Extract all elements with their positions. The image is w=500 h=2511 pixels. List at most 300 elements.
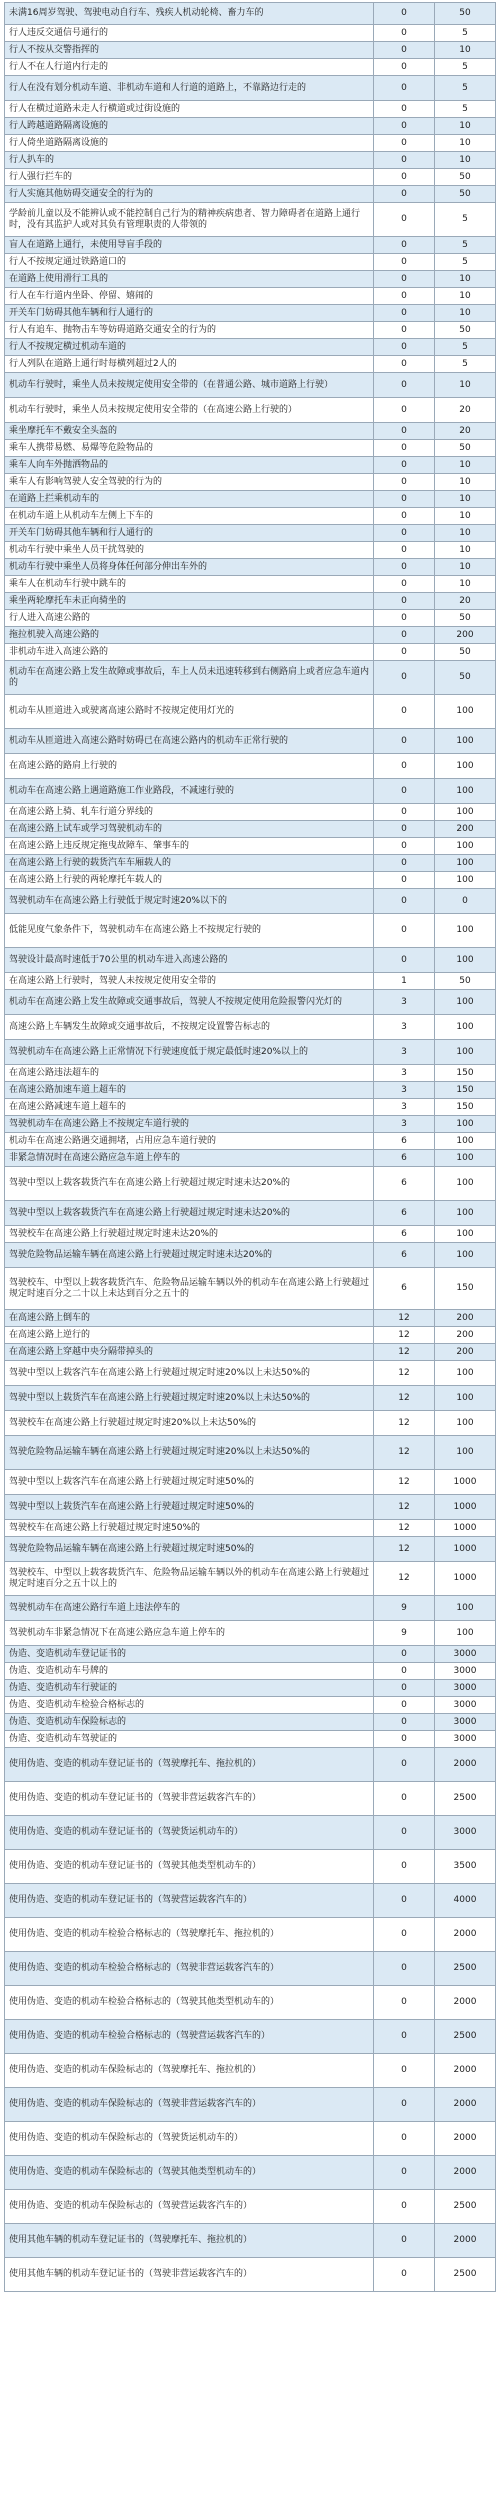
fine-amount: 100	[434, 1040, 495, 1065]
table-row	[5, 76, 496, 101]
fine-amount: 100	[434, 1596, 495, 1621]
penalty-table-body	[5, 3, 496, 2292]
table-row	[5, 25, 496, 42]
table-row	[5, 356, 496, 373]
violation-description: 拖拉机驶入高速公路的	[5, 627, 374, 644]
fine-amount: 3000	[434, 1816, 495, 1850]
violation-description: 行人不按从交警指挥的	[5, 42, 374, 59]
fine-amount: 20	[434, 398, 495, 423]
fine-amount: 2000	[434, 1986, 495, 2020]
penalty-points: 0	[374, 1697, 435, 1714]
table-row	[5, 990, 496, 1015]
table-row	[5, 1310, 496, 1327]
violation-description: 行人倚坐道路隔离设施的	[5, 135, 374, 152]
table-row	[5, 271, 496, 288]
fine-amount: 50	[434, 644, 495, 661]
penalty-points: 3	[374, 1116, 435, 1133]
violation-description: 在高速公路上违反规定拖曳故障车、肇事车的	[5, 838, 374, 855]
table-row	[5, 1436, 496, 1470]
fine-amount: 2000	[434, 2156, 495, 2190]
table-row	[5, 423, 496, 440]
fine-amount: 150	[434, 1099, 495, 1116]
fine-amount: 3000	[434, 1697, 495, 1714]
penalty-points: 0	[374, 135, 435, 152]
fine-amount: 150	[434, 1268, 495, 1310]
violation-description: 使用伪造、变造的机动车检验合格标志的（驾驶其他类型机动车的）	[5, 1986, 374, 2020]
fine-amount: 10	[434, 42, 495, 59]
violation-description: 驾驶机动车在高速公路上正常情况下行驶速度低于规定最低时速20%以上的	[5, 1040, 374, 1065]
table-row	[5, 948, 496, 973]
violation-description: 盲人在道路上通行，未使用导盲手段的	[5, 237, 374, 254]
fine-amount: 2000	[434, 1748, 495, 1782]
table-row	[5, 1327, 496, 1344]
table-row	[5, 1918, 496, 1952]
penalty-points: 0	[374, 948, 435, 973]
fine-amount: 3000	[434, 1646, 495, 1663]
violation-description: 乘坐两轮摩托车未正向骑坐的	[5, 593, 374, 610]
fine-amount: 100	[434, 1411, 495, 1436]
violation-description: 使用伪造、变造的机动车保险标志的（驾驶其他类型机动车的）	[5, 2156, 374, 2190]
fine-amount: 1000	[434, 1562, 495, 1596]
penalty-points: 0	[374, 1884, 435, 1918]
violation-description: 机动车在高速公路上遇道路施工作业路段，不减速行驶的	[5, 779, 374, 804]
penalty-points: 0	[374, 271, 435, 288]
violation-description: 在高速公路上倒车的	[5, 1310, 374, 1327]
fine-amount: 200	[434, 821, 495, 838]
penalty-points: 0	[374, 2156, 435, 2190]
table-row	[5, 1082, 496, 1099]
fine-amount: 10	[434, 271, 495, 288]
violation-description: 行人实施其他妨碍交通安全的行为的	[5, 186, 374, 203]
table-row	[5, 1562, 496, 1596]
table-row	[5, 254, 496, 271]
violation-description: 驾驶中型以上载客载货汽车在高速公路上行驶超过规定时速未达20%的	[5, 1201, 374, 1226]
violation-description: 使用伪造、变造的机动车检验合格标志的（驾驶营运载客汽车的）	[5, 2020, 374, 2054]
table-row	[5, 872, 496, 889]
violation-description: 在机动车道上从机动车左侧上下车的	[5, 508, 374, 525]
fine-amount: 10	[434, 457, 495, 474]
violation-description: 乘车人向车外抛洒物品的	[5, 457, 374, 474]
table-row	[5, 1782, 496, 1816]
fine-amount: 10	[434, 135, 495, 152]
fine-amount: 100	[434, 855, 495, 872]
penalty-points: 0	[374, 542, 435, 559]
fine-amount: 10	[434, 152, 495, 169]
penalty-points: 0	[374, 305, 435, 322]
table-row	[5, 2224, 496, 2258]
penalty-points: 0	[374, 203, 435, 237]
table-row	[5, 1816, 496, 1850]
violation-description: 行人在横过道路未走人行横道或过街设施的	[5, 101, 374, 118]
violation-description: 驾驶校车在高速公路上行驶超过规定时速20%以上未达50%的	[5, 1411, 374, 1436]
penalty-points: 0	[374, 644, 435, 661]
table-row	[5, 1268, 496, 1310]
table-row	[5, 1680, 496, 1697]
fine-amount: 5	[434, 59, 495, 76]
fine-amount: 100	[434, 1436, 495, 1470]
fine-amount: 200	[434, 1310, 495, 1327]
fine-amount: 1000	[434, 1520, 495, 1537]
violation-description: 使用伪造、变造的机动车保险标志的（驾驶非营运载客汽车的）	[5, 2088, 374, 2122]
penalty-points: 0	[374, 1850, 435, 1884]
penalty-points: 0	[374, 1731, 435, 1748]
table-row	[5, 135, 496, 152]
penalty-points: 0	[374, 288, 435, 305]
violation-description: 驾驶中型以上载客汽车在高速公路上行驶超过规定时速20%以上未达50%的	[5, 1361, 374, 1386]
penalty-points: 0	[374, 889, 435, 914]
violation-description: 使用其他车辆的机动车登记证书的（驾驶非营运载客汽车的）	[5, 2258, 374, 2292]
penalty-points: 9	[374, 1596, 435, 1621]
penalty-points: 0	[374, 838, 435, 855]
fine-amount: 1000	[434, 1537, 495, 1562]
table-row	[5, 42, 496, 59]
penalty-points: 0	[374, 1952, 435, 1986]
violation-description: 行人进入高速公路的	[5, 610, 374, 627]
fine-amount: 100	[434, 779, 495, 804]
penalty-points: 0	[374, 423, 435, 440]
table-row	[5, 2088, 496, 2122]
penalty-points: 6	[374, 1268, 435, 1310]
violation-description: 使用伪造、变造的机动车检验合格标志的（驾驶摩托车、拖拉机的）	[5, 1918, 374, 1952]
fine-amount: 5	[434, 254, 495, 271]
penalty-points: 0	[374, 1748, 435, 1782]
penalty-points: 0	[374, 2088, 435, 2122]
penalty-points: 12	[374, 1344, 435, 1361]
penalty-points: 0	[374, 1918, 435, 1952]
fine-amount: 10	[434, 576, 495, 593]
violation-description: 驾驶机动车在高速公路行车道上违法停车的	[5, 1596, 374, 1621]
penalty-points: 12	[374, 1520, 435, 1537]
penalty-points: 12	[374, 1562, 435, 1596]
violation-description: 行人列队在道路上通行时每横列超过2人的	[5, 356, 374, 373]
fine-amount: 10	[434, 373, 495, 398]
fine-amount: 5	[434, 101, 495, 118]
violation-description: 在高速公路上骑、轧车行道分界线的	[5, 804, 374, 821]
table-row	[5, 457, 496, 474]
fine-amount: 10	[434, 474, 495, 491]
penalty-points: 0	[374, 373, 435, 398]
fine-amount: 2000	[434, 2088, 495, 2122]
table-row	[5, 152, 496, 169]
table-row	[5, 576, 496, 593]
penalty-points: 6	[374, 1243, 435, 1268]
table-row	[5, 1065, 496, 1082]
table-row	[5, 1646, 496, 1663]
fine-amount: 50	[434, 440, 495, 457]
fine-amount: 2500	[434, 2020, 495, 2054]
penalty-points: 0	[374, 2224, 435, 2258]
fine-amount: 2500	[434, 2190, 495, 2224]
table-row	[5, 186, 496, 203]
violation-description: 在道路上使用滑行工具的	[5, 271, 374, 288]
violation-description: 在高速公路上穿越中央分隔带掉头的	[5, 1344, 374, 1361]
table-row	[5, 1470, 496, 1495]
fine-amount: 20	[434, 423, 495, 440]
fine-amount: 100	[434, 872, 495, 889]
violation-description: 驾驶校车、中型以上载客载货汽车、危险物品运输车辆以外的机动车在高速公路上行驶超过规定时速百分之二十以上未达到百分之五十的	[5, 1268, 374, 1310]
violation-description: 行人强行拦车的	[5, 169, 374, 186]
violation-description: 驾驶机动车非紧急情况下在高速公路应急车道上停车的	[5, 1621, 374, 1646]
penalty-points: 0	[374, 76, 435, 101]
violation-description: 使用其他车辆的机动车登记证书的（驾驶摩托车、拖拉机的）	[5, 2224, 374, 2258]
fine-amount: 2500	[434, 2258, 495, 2292]
penalty-points: 6	[374, 1226, 435, 1243]
table-row	[5, 779, 496, 804]
table-row	[5, 1201, 496, 1226]
violation-description: 驾驶中型以上载货汽车在高速公路上行驶超过规定时速50%的	[5, 1495, 374, 1520]
table-row	[5, 440, 496, 457]
violation-description: 伪造、变造机动车行驶证的	[5, 1680, 374, 1697]
violation-description: 机动车从匝道进入或驶离高速公路时不按规定使用灯光的	[5, 695, 374, 729]
fine-amount: 100	[434, 838, 495, 855]
table-row	[5, 661, 496, 695]
fine-amount: 5	[434, 25, 495, 42]
fine-amount: 50	[434, 3, 495, 25]
penalty-points: 0	[374, 559, 435, 576]
table-row	[5, 644, 496, 661]
penalty-points: 0	[374, 237, 435, 254]
table-row	[5, 1884, 496, 1918]
violation-description: 开关车门妨碍其他车辆和行人通行的	[5, 305, 374, 322]
table-row	[5, 474, 496, 491]
penalty-points: 12	[374, 1361, 435, 1386]
penalty-points: 0	[374, 457, 435, 474]
penalty-points: 0	[374, 855, 435, 872]
penalty-points: 6	[374, 1150, 435, 1167]
violation-description: 在高速公路违法超车的	[5, 1065, 374, 1082]
table-row	[5, 2156, 496, 2190]
table-row	[5, 1386, 496, 1411]
violation-description: 在高速公路减速车道上超车的	[5, 1099, 374, 1116]
fine-amount: 5	[434, 356, 495, 373]
penalty-points: 0	[374, 152, 435, 169]
table-row	[5, 1596, 496, 1621]
violation-description: 机动车行驶中乘坐人员干扰驾驶的	[5, 542, 374, 559]
violation-description: 行人违反交通信号通行的	[5, 25, 374, 42]
table-row	[5, 838, 496, 855]
fine-amount: 3500	[434, 1850, 495, 1884]
penalty-points: 0	[374, 2258, 435, 2292]
violation-description: 行人有追车、抛物击车等妨碍道路交通安全的行为的	[5, 322, 374, 339]
fine-amount: 10	[434, 542, 495, 559]
violation-description: 乘车人在机动车行驶中跳车的	[5, 576, 374, 593]
penalty-points: 3	[374, 990, 435, 1015]
violation-description: 机动车在高速公路上发生故障或交通事故后，驾驶人不按规定使用危险报警闪光灯的	[5, 990, 374, 1015]
penalty-points: 0	[374, 2190, 435, 2224]
fine-amount: 150	[434, 1065, 495, 1082]
violation-description: 机动车行驶时，乘坐人员未按规定使用安全带的（在普通公路、城市道路上行驶）	[5, 373, 374, 398]
penalty-points: 3	[374, 1082, 435, 1099]
penalty-points: 0	[374, 491, 435, 508]
violation-description: 伪造、变造机动车检验合格标志的	[5, 1697, 374, 1714]
penalty-points: 0	[374, 59, 435, 76]
table-row	[5, 1150, 496, 1167]
fine-amount: 0	[434, 889, 495, 914]
violation-description: 伪造、变造机动车保险标志的	[5, 1714, 374, 1731]
violation-description: 乘坐摩托车不戴安全头盔的	[5, 423, 374, 440]
fine-amount: 100	[434, 1621, 495, 1646]
penalty-points: 3	[374, 1040, 435, 1065]
violation-description: 低能见度气象条件下，驾驶机动车在高速公路上不按规定行驶的	[5, 914, 374, 948]
table-row	[5, 729, 496, 754]
violation-description: 在高速公路上行驶的两轮摩托车载人的	[5, 872, 374, 889]
penalty-points: 0	[374, 2054, 435, 2088]
penalty-points: 0	[374, 821, 435, 838]
fine-amount: 100	[434, 914, 495, 948]
penalty-points: 0	[374, 1714, 435, 1731]
table-row	[5, 973, 496, 990]
table-row	[5, 2020, 496, 2054]
violation-description: 在高速公路上试车或学习驾驶机动车的	[5, 821, 374, 838]
table-row	[5, 627, 496, 644]
penalty-points: 0	[374, 804, 435, 821]
penalty-points: 0	[374, 872, 435, 889]
fine-amount: 50	[434, 186, 495, 203]
fine-amount: 100	[434, 1243, 495, 1268]
table-row	[5, 1226, 496, 1243]
table-row	[5, 1361, 496, 1386]
violation-description: 驾驶危险物品运输车辆在高速公路上行驶超过规定时速20%以上未达50%的	[5, 1436, 374, 1470]
violation-description: 使用伪造、变造的机动车保险标志的（驾驶货运机动车的）	[5, 2122, 374, 2156]
fine-amount: 1000	[434, 1470, 495, 1495]
penalty-table	[4, 2, 496, 2292]
table-row	[5, 1243, 496, 1268]
penalty-points: 0	[374, 42, 435, 59]
fine-amount: 3000	[434, 1714, 495, 1731]
penalty-points: 3	[374, 1065, 435, 1082]
table-row	[5, 1015, 496, 1040]
penalty-points: 0	[374, 101, 435, 118]
fine-amount: 100	[434, 1226, 495, 1243]
violation-description: 机动车行驶中乘坐人员将身体任何部分伸出车外的	[5, 559, 374, 576]
penalty-points: 0	[374, 914, 435, 948]
table-row	[5, 1411, 496, 1436]
fine-amount: 10	[434, 118, 495, 135]
fine-amount: 10	[434, 508, 495, 525]
fine-amount: 100	[434, 1133, 495, 1150]
penalty-points: 0	[374, 779, 435, 804]
violation-description: 高速公路上车辆发生故障或交通事故后，不按规定设置警告标志的	[5, 1015, 374, 1040]
penalty-points: 0	[374, 508, 435, 525]
violation-description: 行人不按规定横过机动车道的	[5, 339, 374, 356]
table-row	[5, 914, 496, 948]
fine-amount: 2000	[434, 2122, 495, 2156]
table-row	[5, 821, 496, 838]
penalty-points: 0	[374, 729, 435, 754]
table-row	[5, 398, 496, 423]
fine-amount: 4000	[434, 1884, 495, 1918]
penalty-points: 0	[374, 2122, 435, 2156]
penalty-points: 0	[374, 440, 435, 457]
table-row	[5, 855, 496, 872]
fine-amount: 100	[434, 1361, 495, 1386]
violation-description: 驾驶中型以上载客载货汽车在高速公路上行驶超过规定时速未达20%的	[5, 1167, 374, 1201]
fine-amount: 100	[434, 1167, 495, 1201]
violation-description: 驾驶中型以上载货汽车在高速公路上行驶超过规定时速20%以上未达50%的	[5, 1386, 374, 1411]
table-row	[5, 339, 496, 356]
violation-description: 使用伪造、变造的机动车保险标志的（驾驶营运载客汽车的）	[5, 2190, 374, 2224]
fine-amount: 10	[434, 559, 495, 576]
table-row	[5, 237, 496, 254]
violation-description: 在道路上拦乘机动车的	[5, 491, 374, 508]
table-row	[5, 1663, 496, 1680]
penalty-points: 0	[374, 118, 435, 135]
table-row	[5, 491, 496, 508]
penalty-points: 0	[374, 593, 435, 610]
fine-amount: 100	[434, 804, 495, 821]
violation-description: 行人扒车的	[5, 152, 374, 169]
penalty-points: 12	[374, 1411, 435, 1436]
penalty-points: 12	[374, 1327, 435, 1344]
table-row	[5, 2190, 496, 2224]
penalty-points: 6	[374, 1167, 435, 1201]
fine-amount: 100	[434, 754, 495, 779]
violation-description: 伪造、变造机动车号牌的	[5, 1663, 374, 1680]
table-row	[5, 754, 496, 779]
violation-description: 机动车在高速公路上发生故障或事故后，车上人员未迅速转移到右侧路肩上或者应急车道内的	[5, 661, 374, 695]
penalty-points: 12	[374, 1436, 435, 1470]
fine-amount: 2500	[434, 1952, 495, 1986]
table-row	[5, 2054, 496, 2088]
fine-amount: 100	[434, 695, 495, 729]
table-row	[5, 1116, 496, 1133]
fine-amount: 50	[434, 973, 495, 990]
violation-description: 在高速公路的路肩上行驶的	[5, 754, 374, 779]
table-row	[5, 169, 496, 186]
table-row	[5, 1040, 496, 1065]
violation-description: 机动车行驶时，乘坐人员未按规定使用安全带的（在高速公路上行驶的）	[5, 398, 374, 423]
violation-description: 非机动车进入高速公路的	[5, 644, 374, 661]
violation-description: 行人不在人行道内行走的	[5, 59, 374, 76]
table-row	[5, 1167, 496, 1201]
fine-amount: 2000	[434, 2054, 495, 2088]
penalty-points: 0	[374, 25, 435, 42]
violation-description: 使用伪造、变造的机动车登记证书的（驾驶非营运载客汽车的）	[5, 1782, 374, 1816]
fine-amount: 10	[434, 491, 495, 508]
violation-description: 驾驶机动车在高速公路上行驶低于规定时速20%以下的	[5, 889, 374, 914]
table-row	[5, 1850, 496, 1884]
fine-amount: 200	[434, 1344, 495, 1361]
penalty-points: 9	[374, 1621, 435, 1646]
fine-amount: 100	[434, 948, 495, 973]
fine-amount: 100	[434, 1150, 495, 1167]
violation-description: 使用伪造、变造的机动车保险标志的（驾驶摩托车、拖拉机的）	[5, 2054, 374, 2088]
fine-amount: 3000	[434, 1680, 495, 1697]
penalty-points: 0	[374, 398, 435, 423]
violation-description: 伪造、变造机动车驾驶证的	[5, 1731, 374, 1748]
penalty-points: 3	[374, 1015, 435, 1040]
table-row	[5, 1714, 496, 1731]
fine-amount: 50	[434, 322, 495, 339]
table-row	[5, 1495, 496, 1520]
table-row	[5, 695, 496, 729]
violation-description: 驾驶校车、中型以上载客载货汽车、危险物品运输车辆以外的机动车在高速公路上行驶超过规定时速百分之五十以上的	[5, 1562, 374, 1596]
table-row	[5, 203, 496, 237]
fine-amount: 5	[434, 203, 495, 237]
violation-description: 驾驶机动车在高速公路上不按规定车道行驶的	[5, 1116, 374, 1133]
penalty-points: 0	[374, 1663, 435, 1680]
penalty-points: 6	[374, 1133, 435, 1150]
table-row	[5, 101, 496, 118]
fine-amount: 50	[434, 610, 495, 627]
table-row	[5, 2258, 496, 2292]
penalty-points: 12	[374, 1537, 435, 1562]
violation-description: 在高速公路上行驶的载货汽车车厢载人的	[5, 855, 374, 872]
table-row	[5, 118, 496, 135]
penalty-points: 0	[374, 1680, 435, 1697]
violation-description: 机动车从匝道进入高速公路时妨碍已在高速公路内的机动车正常行驶的	[5, 729, 374, 754]
fine-amount: 100	[434, 1116, 495, 1133]
